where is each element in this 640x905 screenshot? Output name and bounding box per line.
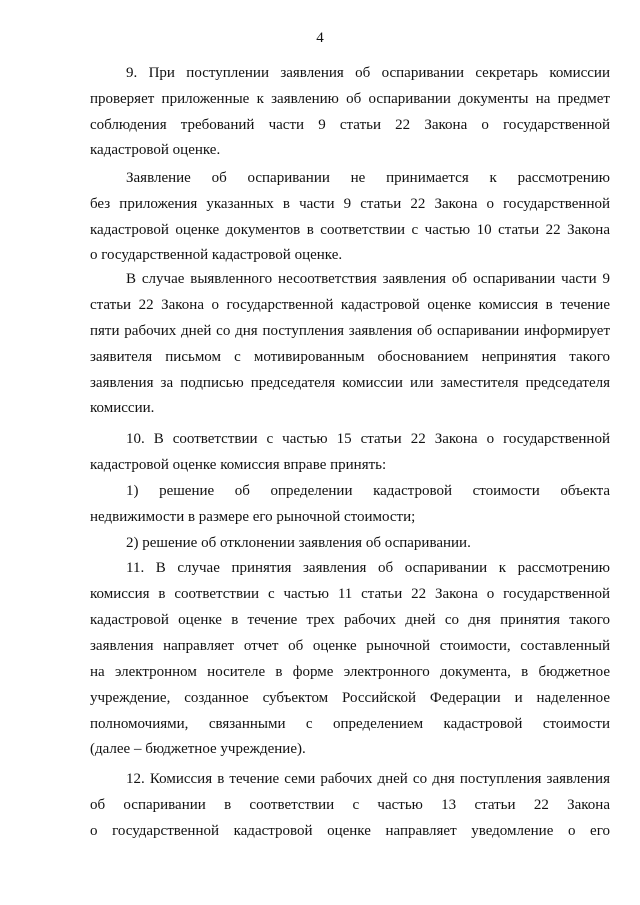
text-line: Заявление об оспаривании не принимается к рассмотрению [126, 170, 610, 186]
text-line: (далее – бюджетное учреждение). [90, 741, 306, 757]
text-line: проверяет приложенные к заявлению об оспаривании документы на предмет [90, 91, 610, 107]
text-line: комиссии. [90, 400, 155, 416]
text-line: кадастровой оценке. [90, 142, 221, 158]
text-line: на электронном носителе в форме электронного документа, в бюджетное [90, 664, 610, 680]
text-line: заявления за подписью председателя комиссии или заместителя председателя [90, 375, 610, 391]
text-line: комиссия в соответствии с частью 11 статьи 22 Закона о государственной [90, 586, 610, 602]
text-line: недвижимости в размере его рыночной стоимости; [90, 509, 416, 525]
text-line: 10. В соответствии с частью 15 статьи 22 Закона о государственной [126, 431, 610, 447]
text-line: В случае выявленного несоответствия заявления об оспаривании части 9 [126, 271, 610, 287]
text-line: 2) решение об отклонении заявления об оспаривании. [126, 535, 471, 551]
text-line: о государственной кадастровой оценке направляет уведомление о его [90, 823, 610, 839]
text-line: 1) решение об определении кадастровой стоимости объекта [126, 483, 610, 499]
text-line: 11. В случае принятия заявления об оспаривании к рассмотрению [126, 560, 610, 576]
text-line: кадастровой оценке в течение трех рабочих дней со дня принятия такого [90, 612, 610, 628]
text-line: учреждение, созданное субъектом Российской Федерации и наделенное [90, 690, 610, 706]
page-number: 4 [316, 30, 324, 46]
text-line: пяти рабочих дней со дня поступления заявления об оспаривании информирует [90, 323, 610, 339]
text-line: полномочиями, связанными с определением кадастровой стоимости [90, 716, 610, 732]
text-line: статьи 22 Закона о государственной кадастровой оценке комиссия в течение [90, 297, 610, 313]
text-line: заявления направляет отчет об оценке рыночной стоимости, составленный [90, 638, 610, 654]
text-line: 9. При поступлении заявления об оспаривании секретарь комиссии [126, 65, 610, 81]
text-line: заявителя письмом с мотивированным обоснованием непринятия такого [90, 349, 610, 365]
text-line: 12. Комиссия в течение семи рабочих дней со дня поступления заявления [126, 771, 610, 787]
text-line: о государственной кадастровой оценке. [90, 247, 343, 263]
text-line: соблюдения требований части 9 статьи 22 Закона о государственной [90, 117, 610, 133]
text-line: кадастровой оценке документов в соответствии с частью 10 статьи 22 Закона [90, 222, 610, 238]
text-line: кадастровой оценке комиссия вправе принять: [90, 457, 387, 473]
text-line: об оспаривании в соответствии с частью 13 статьи 22 Закона [90, 797, 610, 813]
text-line: без приложения указанных в части 9 статьи 22 Закона о государственной [90, 196, 610, 212]
